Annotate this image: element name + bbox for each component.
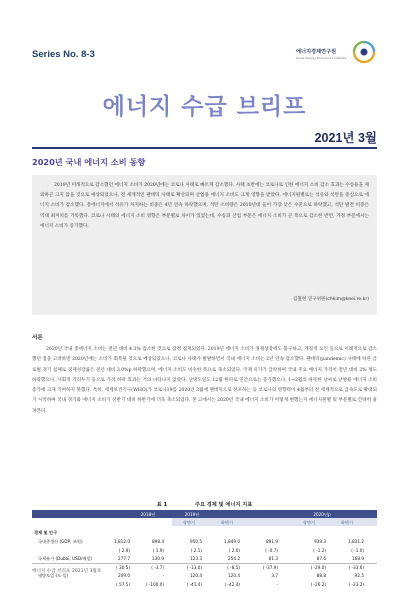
body-paragraph: 2020년 국내 총에너지 소비는 전년 대비 4.3% 감소한 것으로 잠정 집계되었다. 2019년 에너지 소비가 경제성장에도 불구하고, 계절적 요인 등으로 이례적으로 감소했던 점을 고려하면 2020년에는 소비가 회복될 것으로 예상되었으나, 코로나 사태가 발발하면서 국내 에너지 소비는 2년 연속 감소했다. 팬데믹(pandemic) 사태에 따른 글로벌 경기 침체로 경제성장률은 전년 대비 3.0%p 하락했으며, 에너지 소비도 비슷한 폭으로 축소되었다. 국제 유가가 급락하며 국내 주요 에너지 가격이 전년 대비 2% 정도 하락했으나, 사회적 거리두기 등으로 가격 하락 효과는 거의 나타나지 않았다. 난방도일도 12월 한파로 연간으로는 증가했으나, 1~2월의 따뜻한 날씨로 난방용 에너지 소비 증가에 크게 기여하지 못했다. 특히, 세계보건기구(WHO)가 코로나19를 2020년 3월에 팬데믹으로 선포하는 등 코로나의 영향력이 4월부터 전 세계적으로 급속도로 확대되기 시작하며 국내 경기와 에너지 소비가 상반기 대비 하반기에 더욱 축소되었다. 본 고에서는 2020년 국내 에너지 소비가 어떻게 변했는지 에너지원별 및 부문별로 간략히 살펴본다. <box>32 347 377 414</box>
row-label: 냉방도일 (도·일) <box>38 573 69 578</box>
header-divider <box>32 147 377 149</box>
table-cell: ( -3.7) <box>151 564 164 570</box>
table-cell: ( 2.9) <box>118 547 130 553</box>
table-cell: ( -8.5) <box>227 564 240 570</box>
summary-title: 2020년 국내 에너지 소비 동향 <box>32 157 146 167</box>
table-cell: ( 2.0) <box>228 547 240 553</box>
table-cell: 92.5 <box>354 573 364 578</box>
table-cell: 1,812.0 <box>114 539 130 544</box>
table-cell: - <box>162 573 164 578</box>
table-cell: 120.4 <box>228 573 240 578</box>
table-cell: 88.8 <box>316 573 326 578</box>
row-label: 국제유가 (Dubai, USD/배럴) <box>38 556 93 561</box>
table-header-years <box>32 510 377 518</box>
author-line: 김철현 연구위원(chkim@keei.re.kr) <box>292 297 369 302</box>
half-header: 상반기 <box>182 520 196 525</box>
table-cell: ( -42.4) <box>224 581 240 587</box>
summary-text: 2019년 미래적으로 감소했던 에너지 소비가 2020년에는 코로나 사태로 빠르게 감소했다. 사태 초반에는 코로나로 인한 에너지 소비 감소 효과는 수송용을 제외하곤 크지 않을 것으로 예상되었으나, 전 세계적인 팬데믹 사태로 확산되며 산업용 에너지 소비도 크게 영향을 받았다. 에너지원별로는 석유와 석탄을 중심으로 에너지 소비가 감소했다. 총에너지에서 석유가 차지하는 비중은 4년 연속 하락했으며, 석탄 소비량은 2010년대 들어 가장 낮은 수준으로 하락했고, 석탄 발전 비중은 역대 최저치를 기록했다. 코로나 사태의 에너지 소비 영향은 부문별로 차이가 있었는데, 수송과 산업 부문은 에너지 소비가 큰 폭으로 감소한 반면, 가정 부문에서는 에너지 소비가 증가했다. <box>40 183 369 229</box>
year-header: 2018년 <box>140 512 156 517</box>
table-cell: 81.3 <box>268 556 278 561</box>
footer-text: 에너지 수급 브리프 2021년 3월호 <box>32 569 102 574</box>
table-cell: 87.6 <box>316 556 326 561</box>
table-caption <box>0 501 409 508</box>
half-header: 상반기 <box>302 520 316 525</box>
table-cell: ( -1.2) <box>313 547 326 553</box>
table-group-label: 경제 및 인구 <box>34 530 58 535</box>
table-cell: 168.9 <box>352 556 364 561</box>
table-cell: 898.4 <box>152 539 164 544</box>
table-cell: ( -23.2) <box>348 581 364 587</box>
table-cell: ( -26.2) <box>310 581 326 587</box>
table-cell: ( -41.4) <box>186 581 202 587</box>
logo-name: 에너지경제연구원 <box>296 49 337 55</box>
table-cell: 123.3 <box>190 556 202 561</box>
logo-subtitle: Korea Energy Economics Institute <box>296 56 347 60</box>
table-cell: 891.9 <box>266 539 278 544</box>
table-header-halves <box>172 518 377 526</box>
section-heading: 서론 <box>32 335 43 341</box>
table-cell: ( -1.0) <box>351 547 364 553</box>
institute-logo <box>296 40 376 70</box>
logo-mark-icon <box>352 40 376 64</box>
series-number: Series No. 8-3 <box>32 49 95 60</box>
table-cell: ( 1.9) <box>152 547 164 553</box>
table-cell: ( -100.0) <box>145 581 164 587</box>
row-label: 국내총생산 (GDP, 조원) <box>38 539 83 544</box>
table-cell: 939.3 <box>314 539 326 544</box>
table-cell: ( 30.5) <box>116 564 130 570</box>
page-title: 에너지 수급 브리프 <box>102 94 307 120</box>
table-cell: ( 2.1) <box>190 547 202 553</box>
year-header: 2019년 <box>184 512 200 517</box>
table-cell: 120.4 <box>190 573 202 578</box>
table-cell: ( 57.5) <box>116 581 130 587</box>
table-cell: 3.7 <box>271 573 278 578</box>
footer-divider <box>32 563 377 564</box>
table-cell: ( -13.0) <box>186 564 202 570</box>
table-cell: 130.9 <box>152 556 164 561</box>
table-title: 주요 경제 및 에너지 지표 <box>194 502 253 508</box>
half-header: 하반기 <box>220 520 234 525</box>
year-header: 2020년p <box>313 512 331 517</box>
table-cell: 277.7 <box>118 556 130 561</box>
half-header: 하반기 <box>340 520 354 525</box>
table-row <box>32 582 377 591</box>
issue-date: 2021년 3월 <box>314 131 377 145</box>
table-cell: ( -33.6) <box>348 564 364 570</box>
table-number: 표 1 <box>156 502 168 508</box>
table-cell: 1,831.2 <box>348 539 364 544</box>
table-cell: 209.0 <box>118 573 130 578</box>
table-cell: 254.2 <box>228 556 240 561</box>
table-cell: - <box>276 581 278 587</box>
table-cell: ( -0.7) <box>265 547 278 553</box>
table-cell: ( -37.9) <box>262 564 278 570</box>
table-cell: 950.5 <box>190 539 202 544</box>
table-cell: ( -29.0) <box>310 564 326 570</box>
table-cell: 1,849.0 <box>224 539 240 544</box>
